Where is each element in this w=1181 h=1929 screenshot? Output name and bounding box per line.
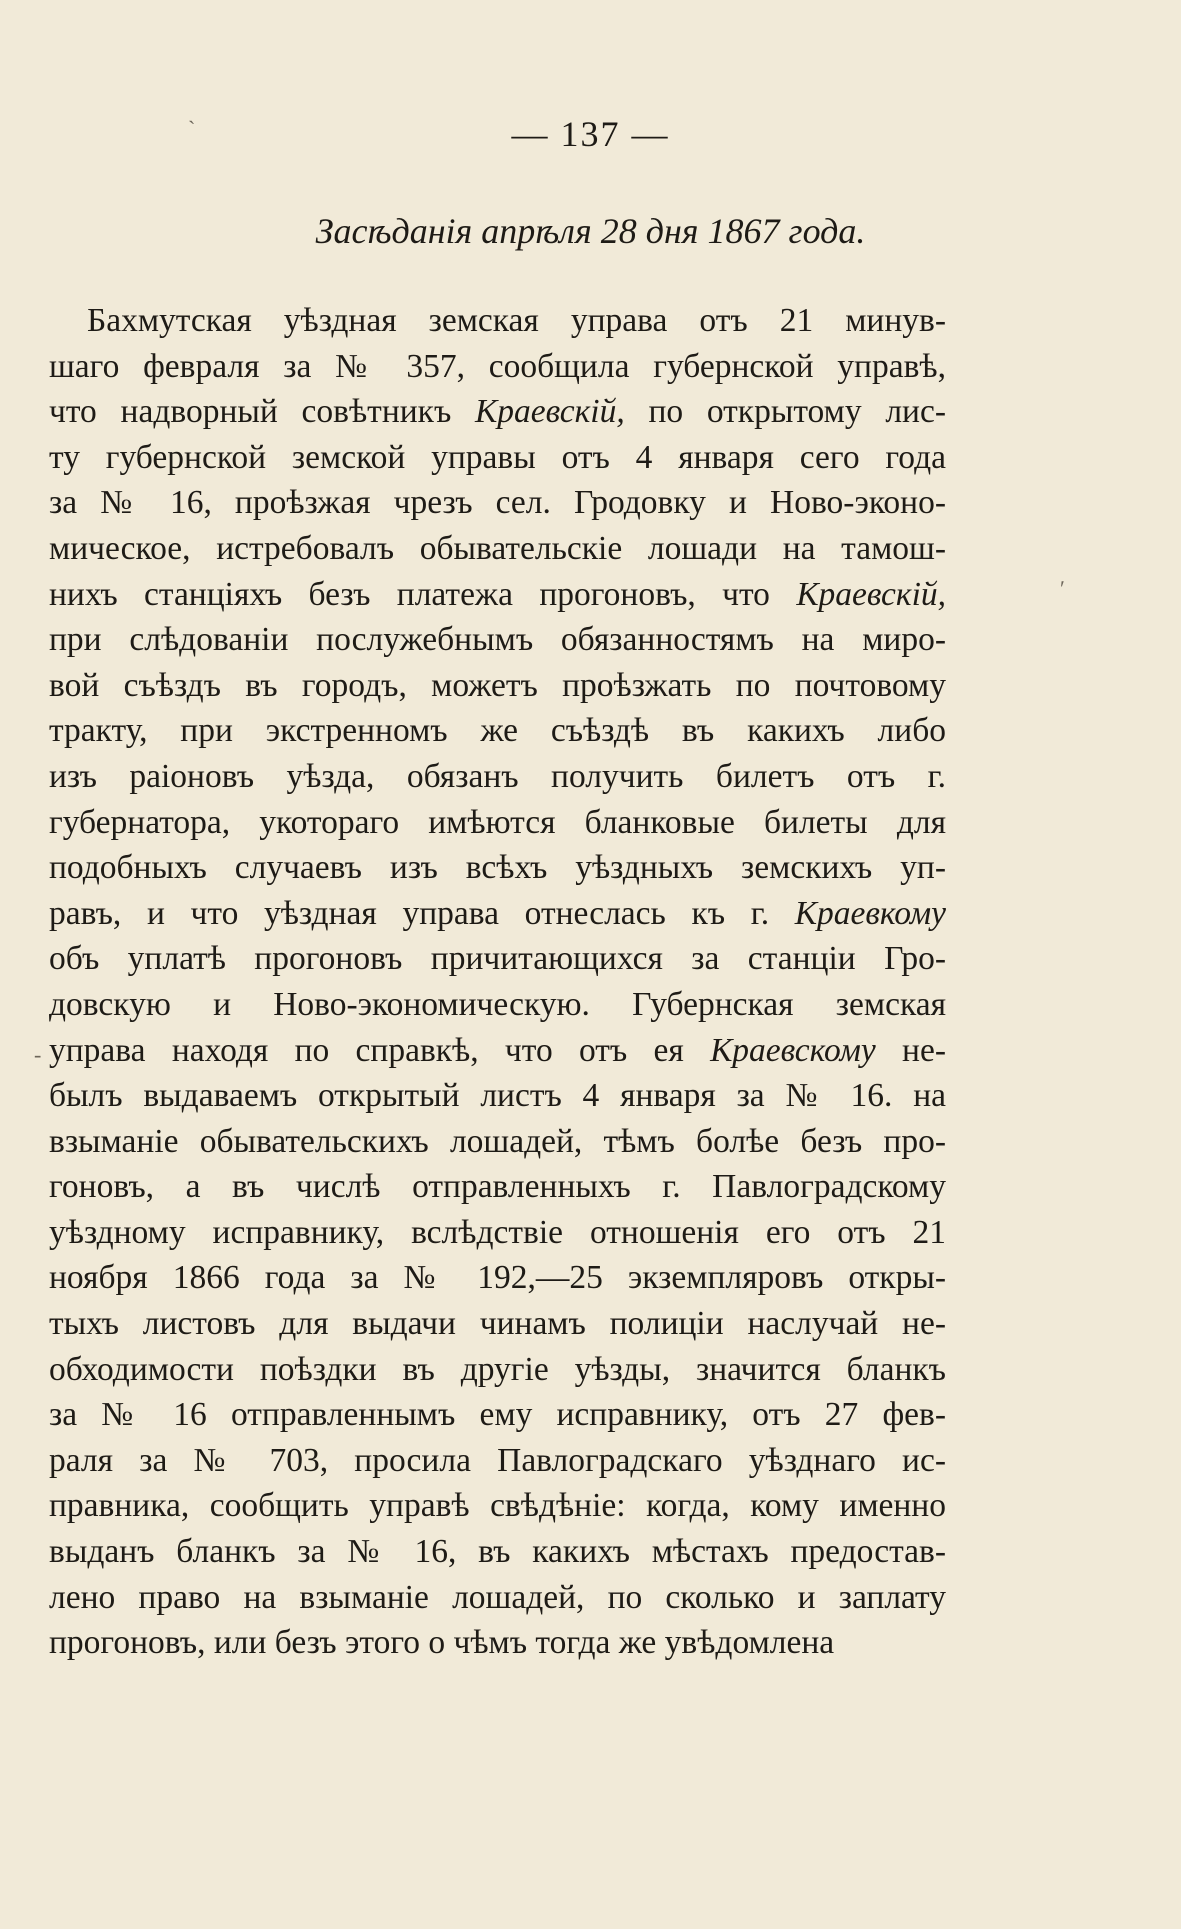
text-segment: прогоновъ, или безъ этого о чѣмъ тогда же увѣдомлена (49, 1624, 835, 1662)
text-segment: ту губернской земской управы отъ 4 января сего года (49, 438, 946, 476)
text-line (49, 389, 946, 435)
text-line (49, 617, 946, 663)
text-segment: правника, сообщить управѣ свѣдѣніе: когда, кому именно (49, 1487, 946, 1525)
text-line (49, 1483, 946, 1529)
text-line (49, 1073, 946, 1119)
text-segment: подобныхъ случаевъ изъ всѣхъ уѣздныхъ земскихъ уп- (49, 849, 946, 887)
text-segment: тракту, при экстренномъ же съѣздѣ въ какихъ либо (49, 712, 946, 750)
text-line (49, 1210, 946, 1256)
text-line (49, 526, 946, 572)
text-segment: выданъ бланкъ за № 16, въ какихъ мѣстахъ предостав- (49, 1533, 946, 1571)
text-line (49, 1301, 946, 1347)
text-line (49, 800, 946, 846)
text-line (49, 754, 946, 800)
text-segment: былъ выдаваемъ открытый листъ 4 января за № 16. на (49, 1077, 946, 1115)
body-paragraph (49, 298, 946, 1666)
text-line (49, 891, 946, 937)
text-line (49, 435, 946, 481)
margin-mark: ˋ (188, 116, 196, 141)
text-segment: равъ, и что уѣздная управа отнеслась къ г. (49, 894, 795, 932)
text-segment: вой съѣздъ въ городъ, можетъ проѣзжать по почтовому (49, 666, 946, 704)
text-segment: тыхъ листовъ для выдачи чинамъ полиціи наслучай не- (49, 1305, 946, 1343)
text-segment: обходимости поѣздки въ другіе уѣзды, значится бланкъ (49, 1350, 946, 1388)
text-line (49, 1347, 946, 1393)
text-line (49, 663, 946, 709)
text-segment: взыманіе обывательскихъ лошадей, тѣмъ болѣе безъ про- (49, 1122, 946, 1160)
text-line (49, 1620, 946, 1666)
text-segment: что надворный совѣтникъ (49, 393, 476, 431)
text-segment: уѣздному исправнику, вслѣдствіе отношенія его отъ 21 (49, 1213, 946, 1251)
text-line (49, 982, 946, 1028)
text-segment: управа находя по справкѣ, что отъ ея (49, 1031, 711, 1069)
margin-mark: ʹ (1060, 576, 1065, 601)
text-segment: за № 16 отправленнымъ ему исправнику, отъ 27 фев- (49, 1396, 946, 1434)
margin-mark: - (34, 1042, 42, 1067)
text-segment: за № 16, проѣзжая чрезъ сел. Гродовку и Ново-эконо- (49, 484, 946, 522)
text-segment: шаго февраля за № 357, сообщила губернской управѣ, (49, 347, 946, 385)
section-heading: Засѣданія апрѣля 28 дня 1867 года. (315, 211, 866, 251)
text-segment: ноября 1866 года за № 192,—25 экземпляровъ откры- (49, 1259, 946, 1297)
italic-name: Краевскому (710, 1031, 876, 1069)
text-line (49, 572, 946, 618)
text-segment: губернатора, укотораго имѣются бланковые билеты для (49, 803, 946, 841)
text-segment: довскую и Ново-экономическую. Губернская земская (49, 985, 946, 1023)
text-line (49, 1119, 946, 1165)
italic-name: Краевскій, (475, 393, 625, 431)
text-segment: при слѣдованіи послужебнымъ обязанностямъ на миро- (49, 621, 946, 659)
text-line (49, 1529, 946, 1575)
text-line (49, 708, 946, 754)
text-segment: Бахмутская уѣздная земская управа отъ 21 минув- (87, 302, 946, 339)
text-segment: не- (875, 1031, 946, 1069)
text-line (49, 936, 946, 982)
text-line (49, 1255, 946, 1301)
text-segment: нихъ станціяхъ безъ платежа прогоновъ, что (49, 575, 797, 613)
text-segment: по открытому лис- (624, 393, 946, 431)
text-line (49, 344, 946, 390)
text-line (49, 845, 946, 891)
text-line (49, 298, 946, 344)
text-line (49, 1392, 946, 1438)
text-segment: мическое, истребовалъ обывательскіе лошади на тамош- (49, 529, 946, 567)
italic-name: Краевскій, (796, 575, 946, 613)
text-segment: лено право на взыманіе лошадей, по сколько и заплату (49, 1578, 946, 1616)
text-segment: изъ раіоновъ уѣзда, обязанъ получить билетъ отъ г. (49, 757, 946, 795)
text-line (49, 1438, 946, 1484)
text-line (49, 1575, 946, 1621)
text-line (49, 1164, 946, 1210)
text-segment: гоновъ, а въ числѣ отправленныхъ г. Павлоградскому (49, 1168, 946, 1206)
page-number: — 137 — (511, 114, 670, 154)
italic-name: Краевкому (794, 894, 946, 932)
text-line (49, 480, 946, 526)
text-segment: объ уплатѣ прогоновъ причитающихся за станціи Гро- (49, 940, 946, 978)
text-line (49, 1028, 946, 1074)
text-segment: раля за № 703, просила Павлоградскаго уѣзднаго ис- (49, 1441, 946, 1479)
